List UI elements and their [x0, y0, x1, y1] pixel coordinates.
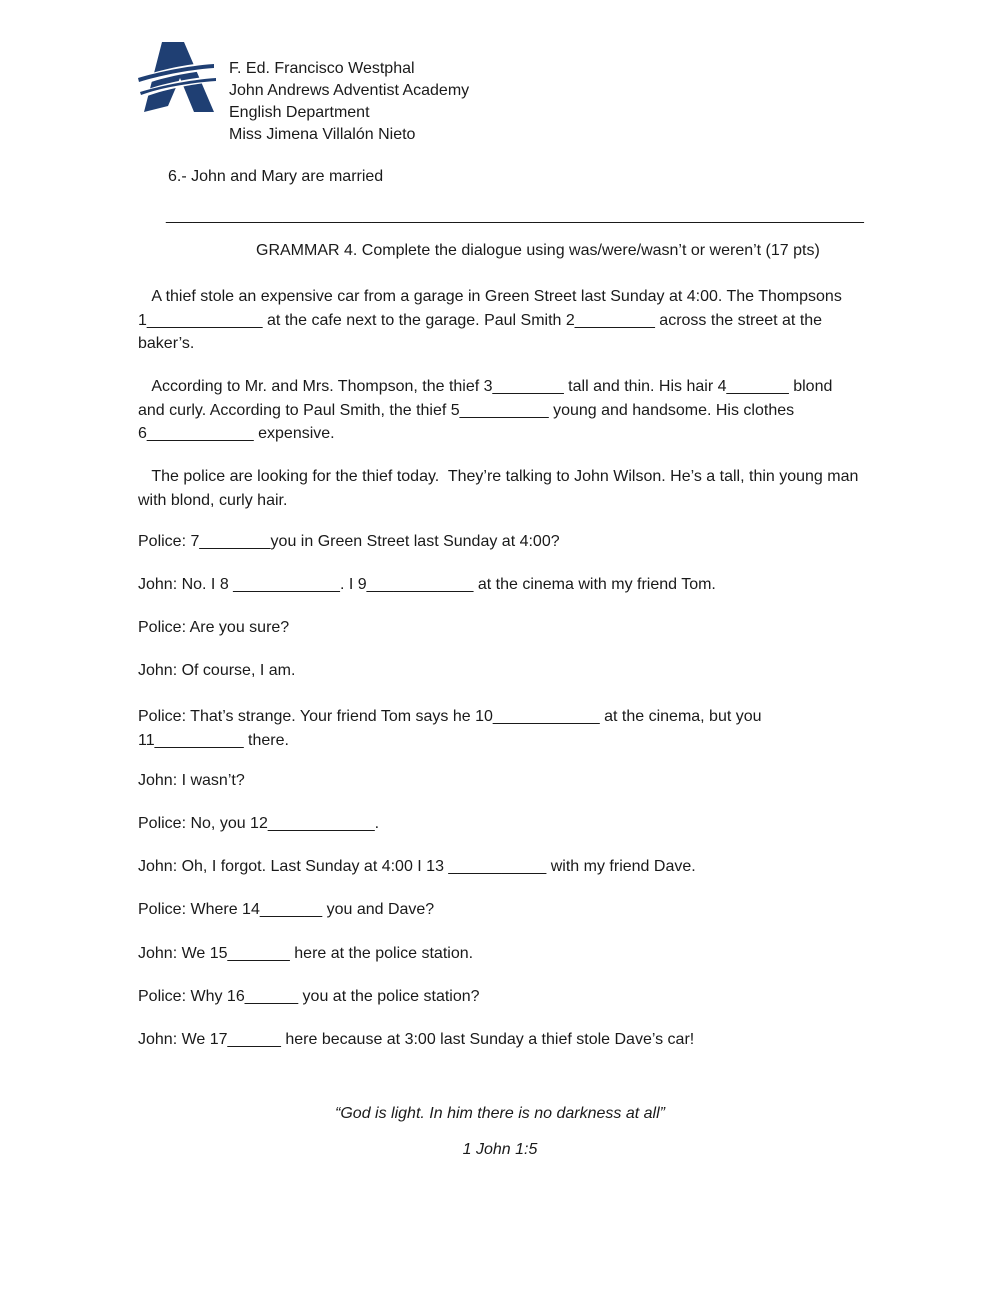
paragraph-3 — [138, 465, 863, 512]
dialogue-line: John: Oh, I forgot. Last Sunday at 4:00 I 13 ___________ with my friend Dave. — [138, 858, 696, 875]
academy-logo-icon — [138, 42, 216, 112]
dialogue-line: John: We 15_______ here at the police station. — [138, 945, 474, 962]
answer-line-6[interactable]: ______________________________________________________________________________ — [166, 207, 864, 224]
dialogue-line: John: I wasn’t? — [138, 772, 245, 789]
dialogue-line: John: No. I 8 ____________. I 9____________ at the cinema with my friend Tom. — [138, 576, 716, 593]
bible-quote: “God is light. In him there is no darkness at all” — [335, 1105, 665, 1122]
section-title: GRAMMAR 4. Complete the dialogue using was/were/wasn’t or weren’t (17 pts) — [256, 242, 820, 259]
dialogue-line: Police: That’s strange. Your friend Tom says he 10____________ at the cinema, but you 11__________ there. — [138, 708, 762, 749]
dialogue-line: Police: 7________you in Green Street last Sunday at 4:00? — [138, 533, 560, 550]
school-name-line: John Andrews Adventist Academy — [229, 82, 470, 99]
department-line: English Department — [229, 104, 370, 121]
dialogue-line: Police: Where 14_______ you and Dave? — [138, 901, 435, 918]
paragraph-1-text: A thief stole an expensive car from a garage in Green Street last Sunday at 4:00. The Thompsons 1_____________ at the cafe next to the garage. Paul Smith 2_________ across the street at the baker’s. — [138, 288, 847, 352]
paragraph-2-text: According to Mr. and Mrs. Thompson, the thief 3________ tall and thin. His hair 4_______ blond and curly. According to Paul Smith, the thief 5__________ young and handsome. His clothes 6____________ expensive. — [138, 378, 837, 442]
question-6: 6.- John and Mary are married — [168, 168, 384, 185]
dialogue-line: Police: No, you 12____________. — [138, 815, 380, 832]
school-header — [229, 58, 469, 146]
dialogue-line: John: We 17______ here because at 3:00 last Sunday a thief stole Dave’s car! — [138, 1031, 695, 1048]
dialogue-line: John: Of course, I am. — [138, 662, 296, 679]
instructor-line: Miss Jimena Villalón Nieto — [229, 126, 416, 143]
dialogue-line: Police: Are you sure? — [138, 619, 290, 636]
paragraph-2 — [138, 375, 860, 446]
paragraph-3-text: The police are looking for the thief today. They’re talking to John Wilson. He’s a tall, thin young man with blond, curly hair. — [138, 468, 863, 509]
bible-reference: 1 John 1:5 — [462, 1141, 538, 1158]
paragraph-1 — [138, 285, 860, 356]
teacher-name-line: F. Ed. Francisco Westphal — [229, 60, 415, 77]
dialogue-line: Police: Why 16______ you at the police station? — [138, 988, 480, 1005]
